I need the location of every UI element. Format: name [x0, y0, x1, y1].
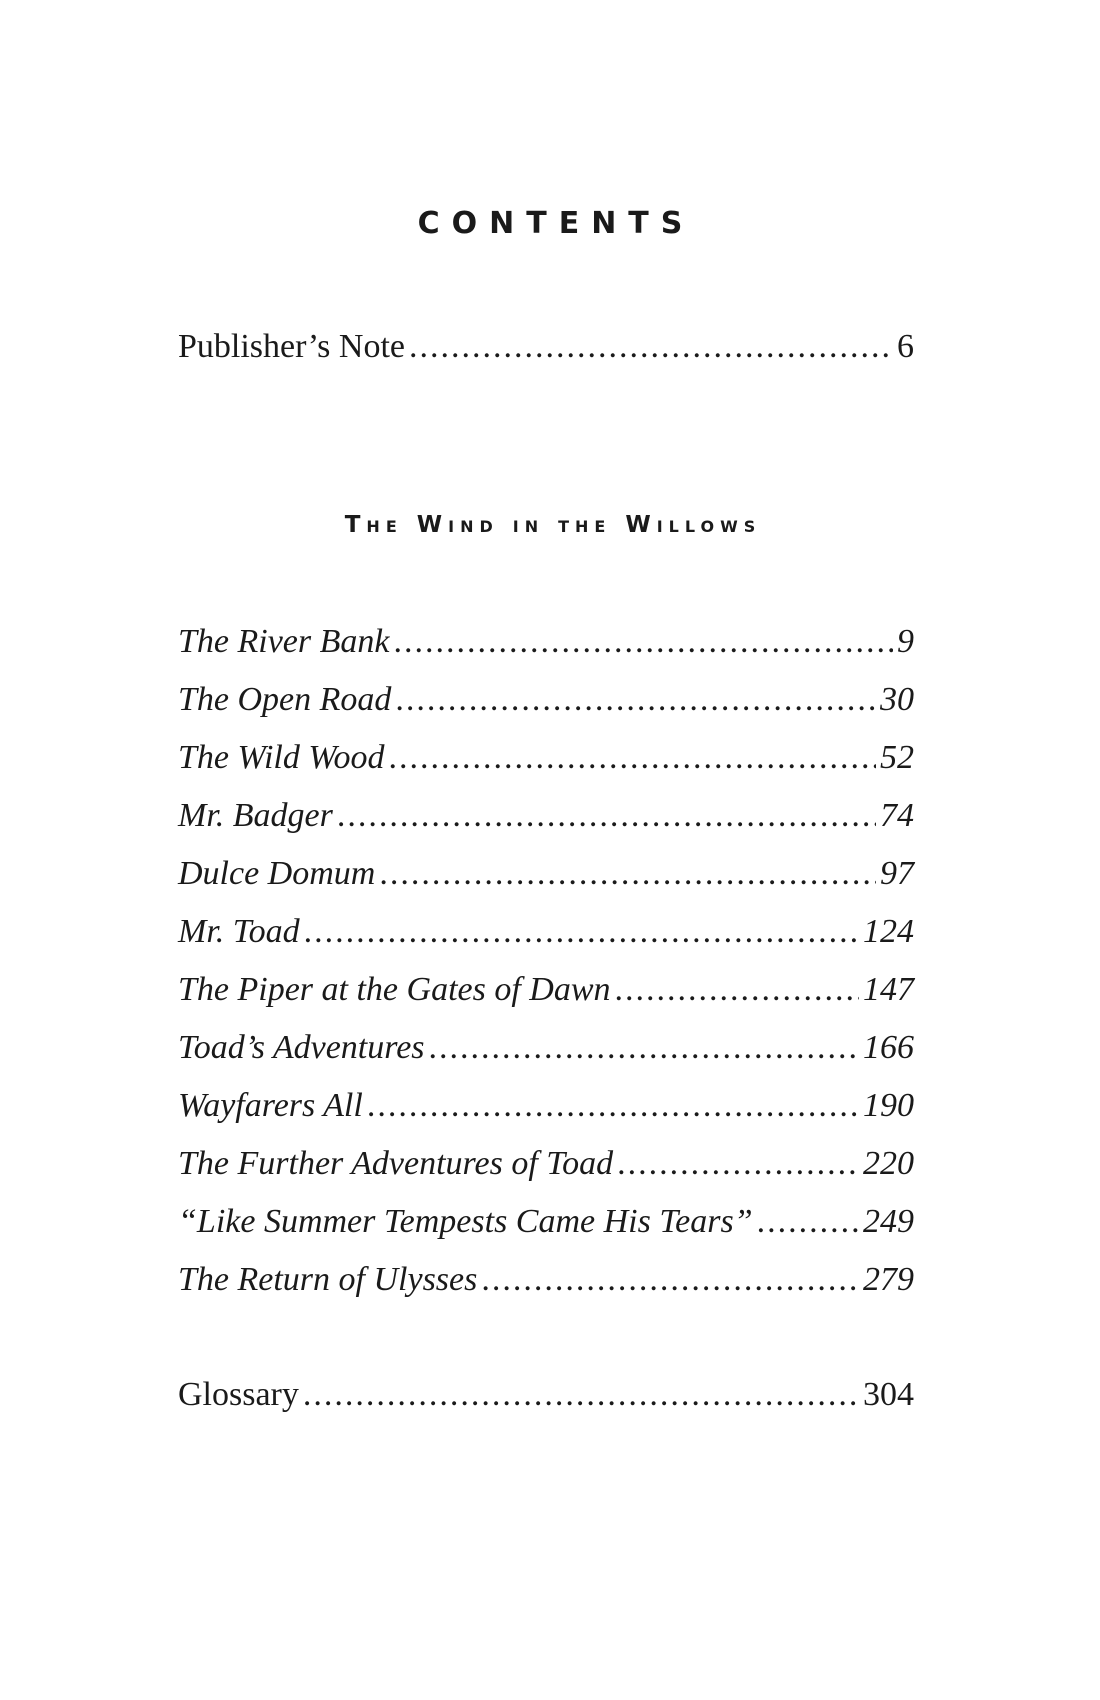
- toc-entry-chapter[interactable]: [178, 910, 914, 954]
- toc-entry-chapter[interactable]: [178, 1084, 914, 1128]
- toc-entry-page: 30: [880, 681, 914, 718]
- toc-entry-chapter[interactable]: [178, 852, 914, 896]
- toc-entry-title: Glossary: [178, 1376, 299, 1413]
- toc-entry-title: Dulce Domum: [178, 855, 376, 892]
- toc-entry-title: Mr. Badger: [178, 797, 333, 834]
- toc-entry-page: 279: [863, 1261, 914, 1298]
- toc-entry-title: Toad’s Adventures: [178, 1029, 425, 1066]
- toc-entry-title: The River Bank: [178, 623, 390, 660]
- toc-entry-page: 52: [880, 739, 914, 776]
- dot-leader: [429, 1026, 859, 1070]
- toc-entry-chapter[interactable]: [178, 1200, 914, 1244]
- toc-entry-title: “Like Summer Tempests Came His Tears”: [178, 1203, 753, 1240]
- toc-entry-publishers-note[interactable]: [178, 325, 914, 369]
- toc-entry-chapter[interactable]: [178, 1258, 914, 1302]
- toc-entry-page: 97: [880, 855, 914, 892]
- dot-leader: [757, 1200, 859, 1244]
- book-heading: The Wind in the Willows: [344, 512, 762, 538]
- toc-entry-chapter[interactable]: [178, 620, 914, 664]
- toc-entry-chapter[interactable]: [178, 1026, 914, 1070]
- dot-leader: [303, 1373, 859, 1417]
- toc-entry-page: 166: [863, 1029, 914, 1066]
- toc-entry-chapter[interactable]: [178, 678, 914, 722]
- toc-entry-page: 74: [880, 797, 914, 834]
- dot-leader: [395, 678, 876, 722]
- dot-leader: [304, 910, 859, 954]
- toc-entry-chapter[interactable]: [178, 968, 914, 1012]
- toc-entry-page: 304: [863, 1376, 914, 1413]
- dot-leader: [389, 736, 876, 780]
- dot-leader: [367, 1084, 859, 1128]
- toc-entry-page: 249: [863, 1203, 914, 1240]
- toc-entry-title: Wayfarers All: [178, 1087, 363, 1124]
- toc-entry-title: The Further Adventures of Toad: [178, 1145, 614, 1182]
- toc-entry-chapter[interactable]: [178, 1142, 914, 1186]
- toc-entry-page: 147: [863, 971, 914, 1008]
- toc-entry-glossary[interactable]: [178, 1373, 914, 1417]
- toc-entry-page: 220: [863, 1145, 914, 1182]
- toc-entry-title: Mr. Toad: [178, 913, 300, 950]
- contents-heading: CONTENTS: [417, 206, 695, 241]
- dot-leader: [337, 794, 876, 838]
- dot-leader: [481, 1258, 859, 1302]
- dot-leader: [379, 852, 876, 896]
- toc-entry-page: 6: [897, 328, 914, 365]
- toc-entry-chapter[interactable]: [178, 736, 914, 780]
- toc-entry-title: The Open Road: [178, 681, 392, 718]
- toc-entry-chapter[interactable]: [178, 794, 914, 838]
- toc-entry-page: 9: [897, 623, 914, 660]
- dot-leader: [617, 1142, 859, 1186]
- dot-leader: [409, 325, 893, 369]
- toc-entry-title: The Return of Ulysses: [178, 1261, 478, 1298]
- toc-entry-page: 124: [863, 913, 914, 950]
- toc-entry-title: The Wild Wood: [178, 739, 385, 776]
- dot-leader: [615, 968, 859, 1012]
- toc-entry-title: Publisher’s Note: [178, 328, 405, 365]
- toc-entry-page: 190: [863, 1087, 914, 1124]
- toc-entry-title: The Piper at the Gates of Dawn: [178, 971, 611, 1008]
- dot-leader: [394, 620, 894, 664]
